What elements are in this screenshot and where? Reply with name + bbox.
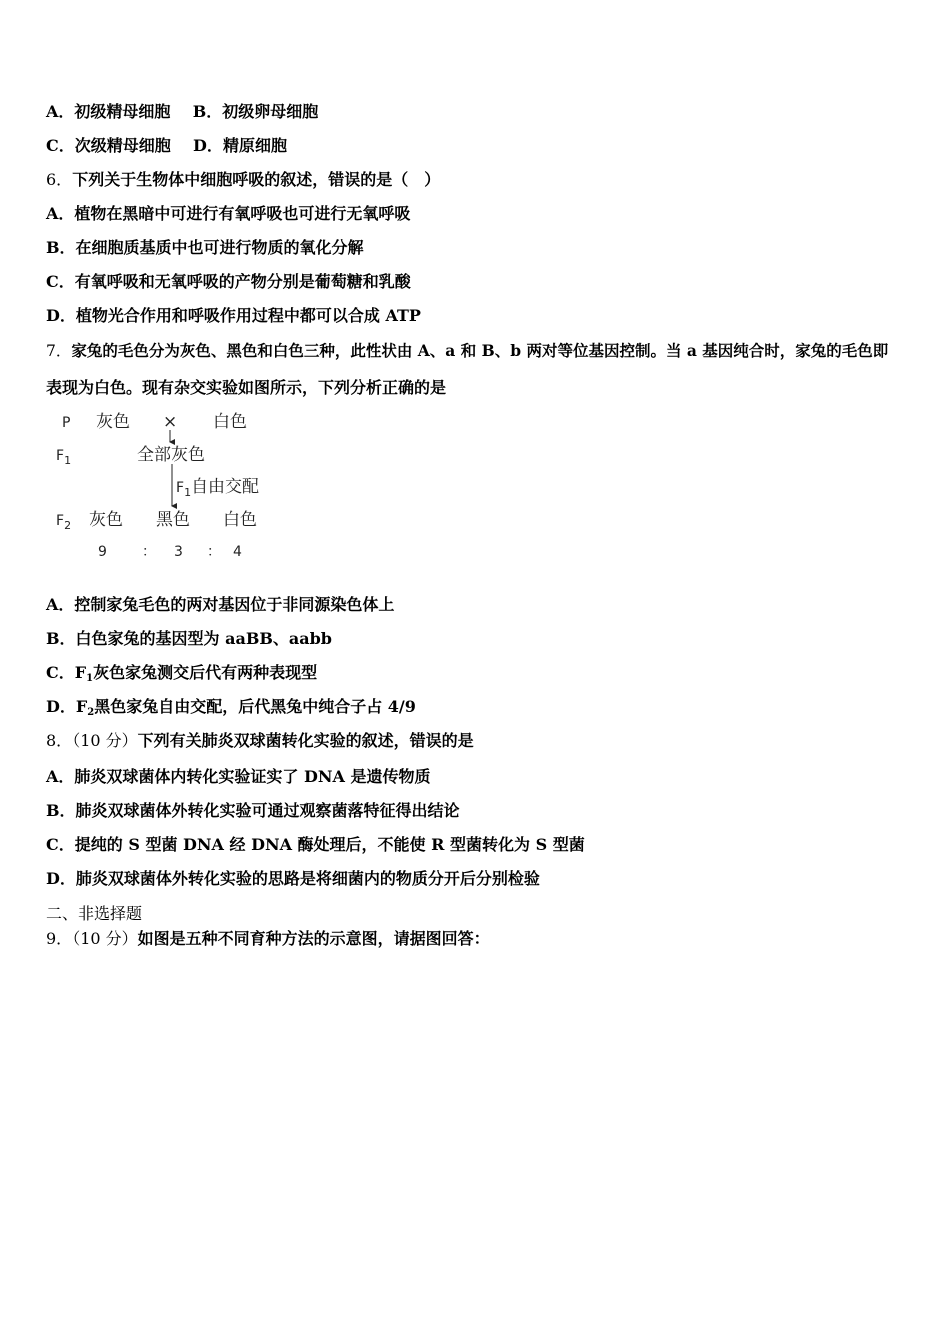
p-white-parent: 白色	[213, 412, 247, 432]
q6-stem	[46, 170, 440, 190]
q8-stem	[46, 731, 474, 751]
q6-option-a	[46, 204, 410, 224]
q7-stem-text-1: 家兔的毛色分为灰色、黑色和白色三种，此性状由 A、a 和 B、b 两对等位基因控制。当 a 基因纯合时，家兔的毛色即	[71, 341, 889, 360]
q8-option-c-label: C．	[46, 835, 75, 854]
f1-mating-label: $F_1$自由交配	[176, 477, 260, 499]
f2-white: 白色	[223, 510, 257, 530]
ratio-black: 3	[174, 544, 183, 560]
q7-option-c-subscript: 1	[86, 673, 94, 684]
cross-diagram	[46, 400, 306, 570]
q8-option-b	[46, 801, 460, 821]
q6-option-b	[46, 238, 364, 258]
q5-options-cd	[46, 136, 287, 156]
section-2-heading: 二、非选择题	[46, 904, 143, 923]
q6-option-c-text: 有氧呼吸和无氧呼吸的产物分别是葡萄糖和乳酸	[74, 272, 411, 291]
q5-option-d-text: 精原细胞	[222, 136, 287, 155]
q7-option-a-text: 控制家兔毛色的两对基因位于非同源染色体上	[74, 595, 395, 614]
q5-option-b-text: 初级卵母细胞	[222, 102, 319, 121]
q5-option-c-text: 次级精母细胞	[74, 136, 171, 155]
q8-option-d-text: 肺炎双球菌体外转化实验的思路是将细菌内的物质分开后分别检验	[75, 869, 540, 888]
q6-option-d-text: 植物光合作用和呼吸作用过程中都可以合成 ATP	[75, 306, 421, 325]
q9-score: （10 分）	[72, 929, 138, 948]
q7-option-a	[46, 595, 394, 615]
q8-stem-text: 下列有关肺炎双球菌转化实验的叙述，错误的是	[137, 731, 474, 750]
ratio-separator-1: ：	[142, 544, 156, 560]
ratio-white: 4	[233, 544, 242, 560]
q7-option-d-text: 黑色家兔自由交配，后代黑兔中纯合子占 4/9	[94, 697, 416, 716]
q5-option-a-text: 初级精母细胞	[74, 102, 171, 121]
ratio-gray: 9	[98, 544, 107, 560]
q8-option-d	[46, 869, 540, 889]
q5-option-d-label: D．	[193, 136, 223, 155]
q5-option-b-label: B．	[192, 102, 223, 121]
q9-number: 9．	[46, 929, 73, 948]
f1-generation-label: $F_1$	[56, 448, 72, 467]
f2-generation-label: $F_2$	[56, 513, 72, 532]
q7-option-b-text: 白色家兔的基因型为 aaBB、aabb	[75, 629, 332, 648]
ratio-separator-2: ：	[207, 544, 221, 560]
q8-option-c	[46, 835, 585, 855]
q5-option-a-label: A．	[46, 102, 75, 121]
q7-number: 7．	[46, 342, 72, 360]
q7-option-c-text: 灰色家兔测交后代有两种表现型	[93, 663, 318, 682]
q7-stem-line1	[46, 341, 888, 361]
q7-option-c-symbol: F	[74, 663, 87, 682]
q7-option-d-symbol: F	[75, 697, 88, 716]
q8-option-a-text: 肺炎双球菌体内转化实验证实了 DNA 是遗传物质	[74, 767, 431, 786]
q5-options-ab	[46, 102, 318, 122]
q7-stem-line2	[46, 378, 446, 398]
q6-option-c-label: C．	[46, 272, 75, 291]
q8-option-b-text: 肺炎双球菌体外转化实验可通过观察菌落特征得出结论	[75, 801, 460, 820]
q6-option-b-label: B．	[46, 238, 76, 257]
q8-option-a-label: A．	[46, 767, 75, 786]
q7-option-d-label: D．	[46, 697, 76, 716]
f2-black: 黑色	[156, 510, 190, 530]
q6-number: 6．	[46, 170, 73, 189]
q9-stem-text: 如图是五种不同育种方法的示意图，请据图回答：	[137, 929, 490, 948]
q8-option-b-label: B．	[46, 801, 76, 820]
q8-score: （10 分）	[72, 731, 138, 750]
q7-option-d	[46, 697, 416, 723]
f1-all-gray: 全部灰色	[137, 445, 205, 465]
q6-option-a-label: A．	[46, 204, 75, 223]
q7-option-b-label: B．	[46, 629, 76, 648]
q6-option-c	[46, 272, 411, 292]
q6-stem-text: 下列关于生物体中细胞呼吸的叙述，错误的是（ ）	[72, 170, 441, 189]
q7-option-c	[46, 663, 317, 689]
q6-option-b-text: 在细胞质基质中也可进行物质的氧化分解	[75, 238, 364, 257]
q7-option-a-label: A．	[46, 595, 75, 614]
q8-option-c-text: 提纯的 S 型菌 DNA 经 DNA 酶处理后，不能使 R 型菌转化为 S 型菌	[74, 835, 585, 854]
q6-option-d-label: D．	[46, 306, 76, 325]
q7-option-d-subscript: 2	[87, 707, 95, 718]
p-generation-label: P	[62, 415, 71, 431]
p-gray-parent: 灰色	[96, 412, 130, 432]
q8-option-a	[46, 767, 430, 787]
q7-stem-text-2: 表现为白色。现有杂交实验如图所示，下列分析正确的是	[46, 378, 447, 397]
q6-option-d	[46, 306, 421, 326]
q5-option-c-label: C．	[46, 136, 75, 155]
q7-option-c-label: C．	[46, 663, 75, 682]
cross-symbol: ×	[163, 412, 178, 432]
q8-option-d-label: D．	[46, 869, 76, 888]
f2-gray: 灰色	[89, 510, 123, 530]
q7-option-b	[46, 629, 332, 649]
q9-stem	[46, 929, 490, 949]
q8-number: 8．	[46, 731, 73, 750]
q6-option-a-text: 植物在黑暗中可进行有氧呼吸也可进行无氧呼吸	[74, 204, 411, 223]
